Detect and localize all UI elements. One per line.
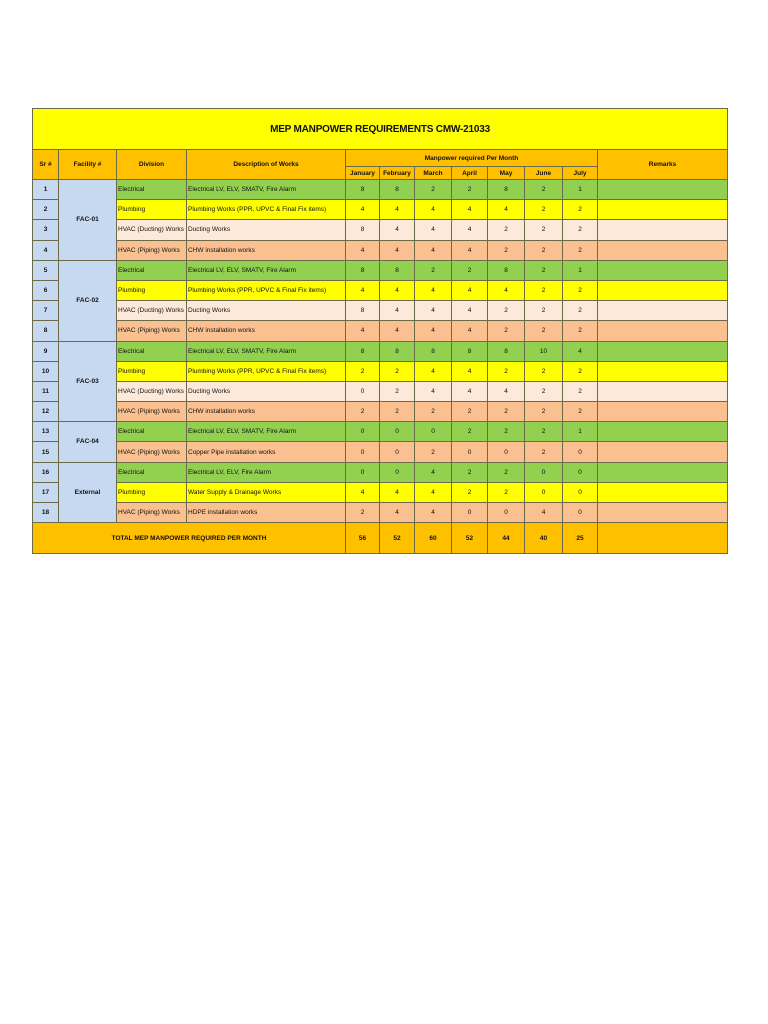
row-sr-number: 4 [33,240,59,260]
remarks-cell [598,200,728,220]
month-value-cell: 4 [415,361,452,381]
division-cell: Electrical [117,180,187,200]
month-value-cell: 4 [380,280,415,300]
month-value-cell: 2 [415,260,452,280]
month-value-cell: 2 [488,301,525,321]
description-cell: HDPE installation works [187,503,346,523]
row-sr-number: 18 [33,503,59,523]
month-value-cell: 2 [488,361,525,381]
month-value-cell: 4 [452,321,488,341]
month-value-cell: 2 [488,321,525,341]
description-cell: Copper Pipe installation works [187,442,346,462]
facility-cell: FAC-03 [59,341,117,422]
month-value-cell: 2 [563,402,598,422]
table-row [33,180,728,200]
description-cell: CHW installation works [187,240,346,260]
remarks-cell [598,260,728,280]
month-value-cell: 0 [563,482,598,502]
facility-cell: External [59,462,117,523]
remarks-cell [598,341,728,361]
row-sr-number: 12 [33,402,59,422]
row-sr-number: 3 [33,220,59,240]
header-division: Division [117,150,187,180]
header-description: Description of Works [187,150,346,180]
remarks-cell [598,240,728,260]
row-sr-number: 5 [33,260,59,280]
table-row [33,280,728,300]
month-value-cell: 8 [380,180,415,200]
total-value-cell: 56 [346,523,380,554]
row-sr-number: 13 [33,422,59,442]
division-cell: Plumbing [117,280,187,300]
month-value-cell: 4 [380,301,415,321]
month-value-cell: 4 [563,341,598,361]
month-value-cell: 2 [525,381,563,401]
month-value-cell: 2 [563,321,598,341]
division-cell: Plumbing [117,361,187,381]
month-value-cell: 4 [415,220,452,240]
facility-cell: FAC-02 [59,260,117,341]
month-value-cell: 2 [525,220,563,240]
description-cell: Ducting Works [187,301,346,321]
month-value-cell: 4 [415,280,452,300]
month-value-cell: 8 [488,260,525,280]
remarks-cell [598,482,728,502]
header-month: April [452,167,488,180]
month-value-cell: 2 [563,361,598,381]
month-value-cell: 2 [415,402,452,422]
division-cell: HVAC (Ducting) Works [117,381,187,401]
table-row [33,200,728,220]
month-value-cell: 4 [415,200,452,220]
header-month: February [380,167,415,180]
division-cell: HVAC (Piping) Works [117,240,187,260]
row-sr-number: 2 [33,200,59,220]
month-value-cell: 4 [380,240,415,260]
month-value-cell: 8 [346,260,380,280]
month-value-cell: 8 [415,341,452,361]
table-row [33,220,728,240]
month-value-cell: 2 [346,402,380,422]
total-label: TOTAL MEP MANPOWER REQUIRED PER MONTH [33,523,346,554]
division-cell: HVAC (Piping) Works [117,442,187,462]
month-value-cell: 2 [525,402,563,422]
description-cell: Plumbing Works (PPR, UPVC & Final Fix items) [187,361,346,381]
month-value-cell: 8 [488,180,525,200]
row-sr-number: 10 [33,361,59,381]
month-value-cell: 1 [563,422,598,442]
table-row [33,381,728,401]
description-cell: CHW installation works [187,402,346,422]
month-value-cell: 8 [346,301,380,321]
month-value-cell: 2 [380,381,415,401]
table-row [33,301,728,321]
month-value-cell: 2 [525,260,563,280]
month-value-cell: 4 [452,280,488,300]
month-value-cell: 4 [380,503,415,523]
table-row [33,462,728,482]
month-value-cell: 0 [346,381,380,401]
row-sr-number: 7 [33,301,59,321]
month-value-cell: 8 [488,341,525,361]
month-value-cell: 4 [415,301,452,321]
description-cell: Ducting Works [187,381,346,401]
month-value-cell: 1 [563,260,598,280]
month-value-cell: 2 [452,402,488,422]
table-row [33,321,728,341]
month-value-cell: 1 [563,180,598,200]
remarks-cell [598,361,728,381]
row-sr-number: 11 [33,381,59,401]
table-row [33,260,728,280]
remarks-cell [598,442,728,462]
remarks-cell [598,321,728,341]
division-cell: HVAC (Piping) Works [117,321,187,341]
table-row [33,341,728,361]
month-value-cell: 0 [415,422,452,442]
month-value-cell: 4 [452,301,488,321]
month-value-cell: 4 [452,220,488,240]
month-value-cell: 2 [525,200,563,220]
month-value-cell: 2 [452,462,488,482]
month-value-cell: 2 [415,442,452,462]
row-sr-number: 8 [33,321,59,341]
description-cell: Electrical LV, ELV, SMATV, Fire Alarm [187,422,346,442]
month-value-cell: 4 [380,220,415,240]
month-value-cell: 2 [488,402,525,422]
month-value-cell: 4 [346,482,380,502]
month-value-cell: 0 [525,462,563,482]
month-value-cell: 2 [563,200,598,220]
row-sr-number: 15 [33,442,59,462]
remarks-cell [598,180,728,200]
month-value-cell: 4 [346,200,380,220]
remarks-cell [598,503,728,523]
total-value-cell: 60 [415,523,452,554]
header-sr: Sr # [33,150,59,180]
month-value-cell: 4 [452,361,488,381]
month-value-cell: 2 [452,482,488,502]
total-value-cell: 52 [380,523,415,554]
table-row [33,240,728,260]
month-value-cell: 4 [488,381,525,401]
month-value-cell: 2 [488,462,525,482]
description-cell: Ducting Works [187,220,346,240]
month-value-cell: 0 [563,503,598,523]
month-value-cell: 4 [452,240,488,260]
month-value-cell: 4 [415,381,452,401]
division-cell: Electrical [117,462,187,482]
month-value-cell: 2 [525,240,563,260]
month-value-cell: 4 [415,482,452,502]
month-value-cell: 2 [563,381,598,401]
facility-cell: FAC-04 [59,422,117,462]
month-value-cell: 2 [563,301,598,321]
month-value-cell: 4 [346,280,380,300]
remarks-cell [598,422,728,442]
month-value-cell: 2 [525,280,563,300]
division-cell: Plumbing [117,482,187,502]
month-value-cell: 0 [380,442,415,462]
description-cell: Plumbing Works (PPR, UPVC & Final Fix items) [187,200,346,220]
remarks-cell [598,280,728,300]
header-month: March [415,167,452,180]
month-value-cell: 0 [380,462,415,482]
month-value-cell: 8 [346,341,380,361]
month-value-cell: 2 [488,240,525,260]
description-cell: Plumbing Works (PPR, UPVC & Final Fix items) [187,280,346,300]
month-value-cell: 10 [525,341,563,361]
month-value-cell: 2 [488,482,525,502]
month-value-cell: 0 [563,462,598,482]
month-value-cell: 2 [346,503,380,523]
header-month: July [563,167,598,180]
month-value-cell: 2 [415,180,452,200]
month-value-cell: 4 [380,321,415,341]
division-cell: Electrical [117,422,187,442]
month-value-cell: 8 [380,260,415,280]
header-month: May [488,167,525,180]
month-value-cell: 4 [346,240,380,260]
division-cell: HVAC (Piping) Works [117,503,187,523]
description-cell: CHW installation works [187,321,346,341]
remarks-cell [598,462,728,482]
division-cell: HVAC (Ducting) Works [117,301,187,321]
month-value-cell: 0 [488,442,525,462]
month-value-cell: 2 [525,422,563,442]
month-value-cell: 2 [525,442,563,462]
month-value-cell: 2 [346,361,380,381]
remarks-cell [598,381,728,401]
remarks-cell [598,402,728,422]
sheet-title: MEP MANPOWER REQUIREMENTS CMW-21033 [33,109,728,150]
total-value-cell: 25 [563,523,598,554]
month-value-cell: 0 [346,462,380,482]
month-value-cell: 2 [488,220,525,240]
header-facility: Facility # [59,150,117,180]
month-value-cell: 4 [415,321,452,341]
header-month: January [346,167,380,180]
row-sr-number: 16 [33,462,59,482]
total-remarks-cell [598,523,728,554]
remarks-cell [598,301,728,321]
month-value-cell: 0 [380,422,415,442]
table-row [33,361,728,381]
month-value-cell: 2 [452,260,488,280]
month-value-cell: 4 [452,381,488,401]
month-value-cell: 4 [380,482,415,502]
month-value-cell: 0 [488,503,525,523]
manpower-table [32,108,728,554]
month-value-cell: 2 [563,240,598,260]
month-value-cell: 2 [452,180,488,200]
total-value-cell: 52 [452,523,488,554]
division-cell: Electrical [117,341,187,361]
description-cell: Electrical LV, ELV, Fire Alarm [187,462,346,482]
month-value-cell: 2 [563,280,598,300]
month-value-cell: 2 [525,321,563,341]
month-value-cell: 4 [380,200,415,220]
description-cell: Water Supply & Drainage Works [187,482,346,502]
month-value-cell: 2 [452,422,488,442]
month-value-cell: 4 [452,200,488,220]
month-value-cell: 2 [525,361,563,381]
month-value-cell: 4 [346,321,380,341]
month-value-cell: 2 [380,402,415,422]
month-value-cell: 8 [346,220,380,240]
row-sr-number: 1 [33,180,59,200]
row-sr-number: 9 [33,341,59,361]
month-value-cell: 0 [452,503,488,523]
header-remarks: Remarks [598,150,728,180]
month-value-cell: 4 [488,280,525,300]
month-value-cell: 4 [525,503,563,523]
table-row [33,482,728,502]
month-value-cell: 0 [346,442,380,462]
month-value-cell: 0 [346,422,380,442]
month-value-cell: 2 [563,220,598,240]
table-row [33,442,728,462]
total-value-cell: 40 [525,523,563,554]
row-sr-number: 6 [33,280,59,300]
header-manpower-group: Manpower required Per Month [346,150,598,167]
month-value-cell: 0 [525,482,563,502]
description-cell: Electrical LV, ELV, SMATV, Fire Alarm [187,260,346,280]
month-value-cell: 4 [415,462,452,482]
division-cell: Electrical [117,260,187,280]
description-cell: Electrical LV, ELV, SMATV, Fire Alarm [187,341,346,361]
division-cell: Plumbing [117,200,187,220]
division-cell: HVAC (Piping) Works [117,402,187,422]
table-row [33,503,728,523]
row-sr-number: 17 [33,482,59,502]
remarks-cell [598,220,728,240]
month-value-cell: 2 [525,301,563,321]
table-row [33,402,728,422]
description-cell: Electrical LV, ELV, SMATV, Fire Alarm [187,180,346,200]
month-value-cell: 2 [380,361,415,381]
header-month: June [525,167,563,180]
facility-cell: FAC-01 [59,180,117,261]
month-value-cell: 0 [452,442,488,462]
month-value-cell: 8 [380,341,415,361]
total-value-cell: 44 [488,523,525,554]
month-value-cell: 2 [488,422,525,442]
month-value-cell: 0 [563,442,598,462]
table-row [33,422,728,442]
month-value-cell: 4 [415,240,452,260]
month-value-cell: 4 [488,200,525,220]
month-value-cell: 8 [452,341,488,361]
division-cell: HVAC (Ducting) Works [117,220,187,240]
month-value-cell: 2 [525,180,563,200]
month-value-cell: 4 [415,503,452,523]
month-value-cell: 8 [346,180,380,200]
